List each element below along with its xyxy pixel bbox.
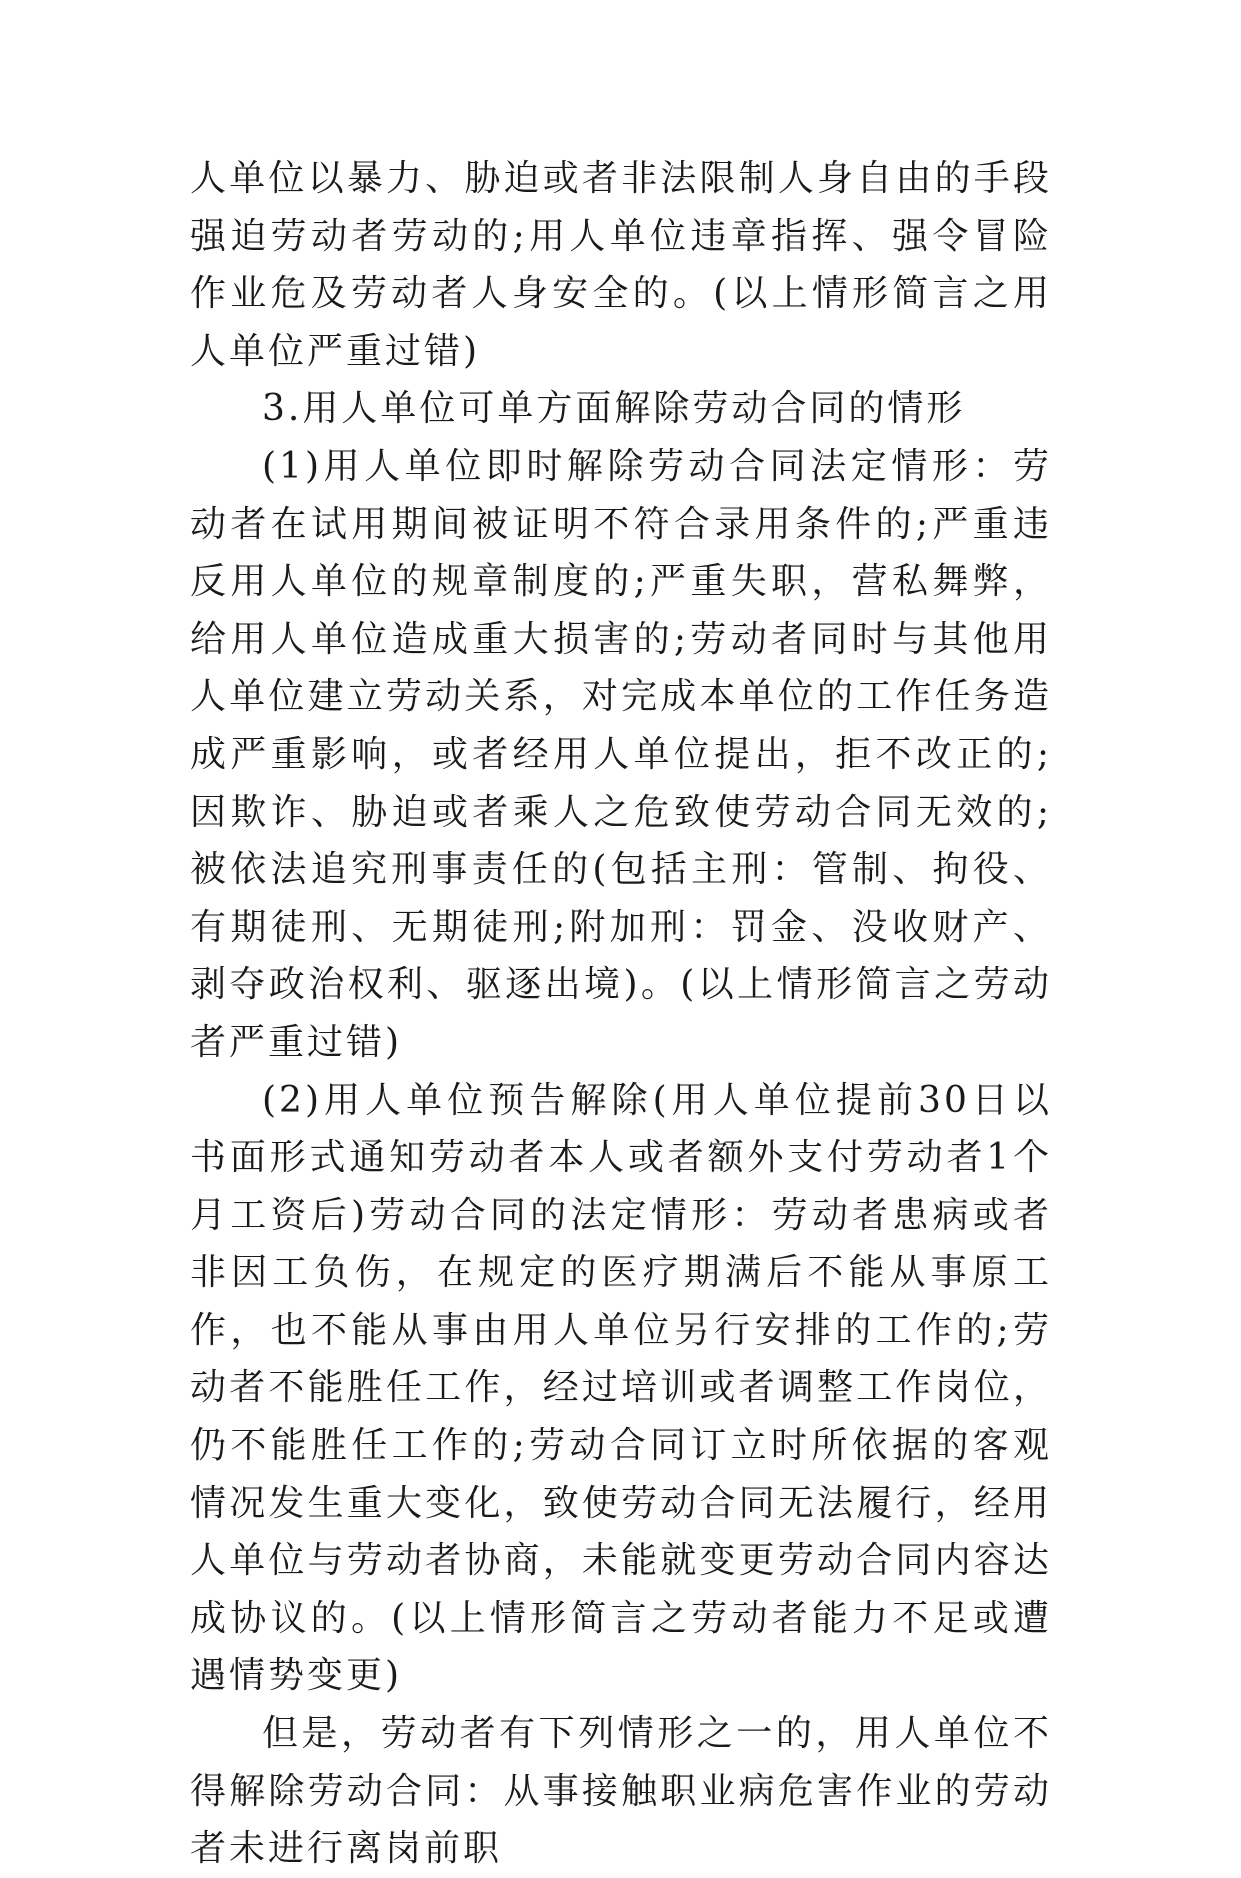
- paragraph-continuation: 人单位以暴力、胁迫或者非法限制人身自由的手段强迫劳动者劳动的;用人单位违章指挥、强令冒险作业危及劳动者人身安全的。(以上情形简言之用人单位严重过错): [190, 158, 1052, 372]
- document-page: [190, 150, 1052, 1878]
- section-heading: 3.用人单位可单方面解除劳动合同的情形: [262, 388, 966, 430]
- paragraph-immediate-termination: (1)用人单位即时解除劳动合同法定情形：劳动者在试用期间被证明不符合录用条件的;严重违反用人单位的规章制度的;严重失职，营私舞弊，给用人单位造成重大损害的;劳动者同时与其他用人单位建立劳动关系，对完成本单位的工作任务造成严重影响，或者经用人单位提出，拒不改正的;因欺诈、胁迫或者乘人之危致使劳动合同无效的;被依法追究刑事责任的(包括主刑：管制、拘役、有期徒刑、无期徒刑;附加刑：罚金、没收财产、剥夺政治权利、驱逐出境)。(以上情形简言之劳动者严重过错): [190, 445, 1052, 1063]
- paragraph-exceptions: 但是，劳动者有下列情形之一的，用人单位不得解除劳动合同：从事接触职业病危害作业的劳动者未进行离岗前职: [190, 1713, 1052, 1870]
- paragraph-notice-termination: (2)用人单位预告解除(用人单位提前30日以书面形式通知劳动者本人或者额外支付劳动者1个月工资后)劳动合同的法定情形：劳动者患病或者非因工负伤，在规定的医疗期满后不能从事原工作，也不能从事由用人单位另行安排的工作的;劳动者不能胜任工作，经过培训或者调整工作岗位，仍不能胜任工作的;劳动合同订立时所依据的客观情况发生重大变化，致使劳动合同无法履行，经用人单位与劳动者协商，未能就变更劳动合同内容达成协议的。(以上情形简言之劳动者能力不足或遭遇情势变更): [190, 1079, 1052, 1697]
